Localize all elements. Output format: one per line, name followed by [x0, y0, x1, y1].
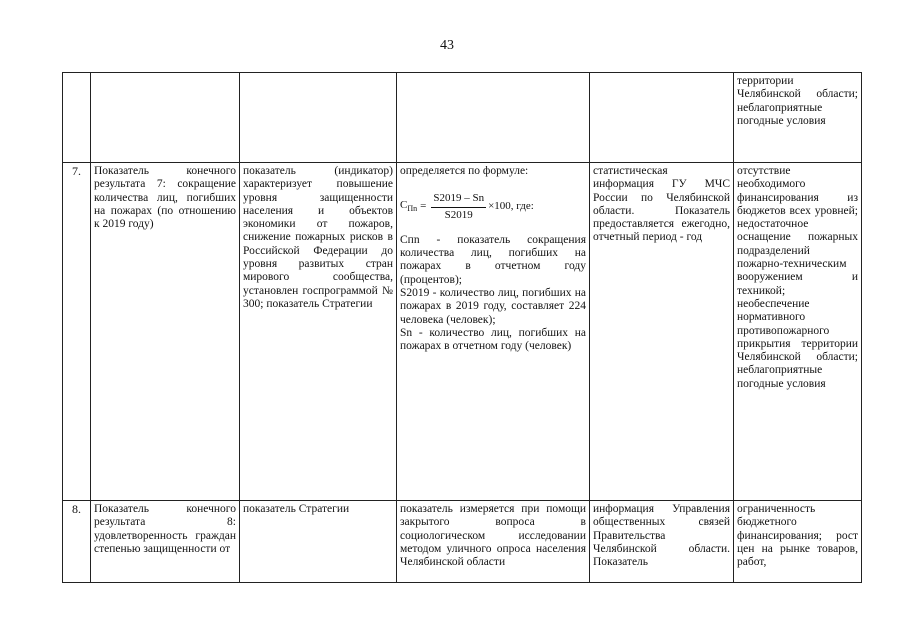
formula-eq: =	[420, 200, 427, 213]
cell-risks: отсутствие необходимого финансирования из бюджетов всех уровней; недостаточное оснащение пожарных подразделений пожарно-техническим вооружением и техникой; необеспечение нормативного противопожарного прикрытия территории Челябинской области; неблагоприятные погодные условия	[734, 163, 862, 501]
cell-risks: ограниченность бюджетного финансирования; рост цен на рынке товаров, работ,	[734, 501, 862, 583]
cell-type	[240, 73, 397, 163]
cell-indicator: Показатель конечного результата 7: сокращение количества лиц, погибших на пожарах (по отношению к 2019 году)	[91, 163, 240, 501]
cell-source	[590, 73, 734, 163]
formula-fraction	[431, 192, 486, 222]
table-row-7	[63, 163, 862, 501]
cell-source: информация Управления общественных связей Правительства Челябинской области. Показатель	[590, 501, 734, 583]
formula-denominator: S2019	[444, 208, 473, 221]
cell-indicator: Показатель конечного результата 8: удовлетворенность граждан степенью защищенности от	[91, 501, 240, 583]
table-row-8	[63, 501, 862, 583]
method-line: Спn - показатель сокращения количества лиц, погибших на пожарах в отчетном году (процентов);	[400, 233, 586, 286]
method-line: Sn - количество лиц, погибших на пожарах в отчетном году (человек)	[400, 326, 586, 353]
formula-numerator: S2019 – Sn	[431, 192, 486, 207]
cell-method	[397, 163, 590, 501]
indicators-table	[62, 72, 862, 583]
cell-method: показатель измеряется при помощи закрытого вопроса в социологическом исследовании методом уличного опроса населения Челябинской области	[397, 501, 590, 583]
method-line: S2019 - количество лиц, погибших на пожарах в 2019 году, составляет 224 человека (человек);	[400, 287, 586, 326]
cell-number	[63, 73, 91, 163]
cell-source: статистическая информация ГУ МЧС России по Челябинской области. Показатель предоставляется ежегодно, отчетный период - год	[590, 163, 734, 501]
cell-type: показатель (индикатор) характеризует повышение уровня защищенности населения и объектов экономики от пожаров, снижение пожарных рисков в Российской Федерации до уровня развитых стран мирового сообщества, установлен госпрограммой № 300; показатель Стратегии	[240, 163, 397, 501]
table-row-continuation	[63, 73, 862, 163]
formula-tail: ×100, где:	[488, 200, 534, 213]
method-intro: определяется по формуле:	[400, 165, 529, 177]
cell-type: показатель Стратегии	[240, 501, 397, 583]
formula-lhs: $С_{Пn}$	[400, 198, 418, 214]
cell-method	[397, 73, 590, 163]
cell-risks: территории Челябинской области; неблагоприятные погодные условия	[734, 73, 862, 163]
formula	[400, 192, 586, 222]
cell-indicator	[91, 73, 240, 163]
page-number: 43	[440, 38, 454, 53]
row-number: 7.	[63, 163, 91, 501]
row-number: 8.	[63, 501, 91, 583]
